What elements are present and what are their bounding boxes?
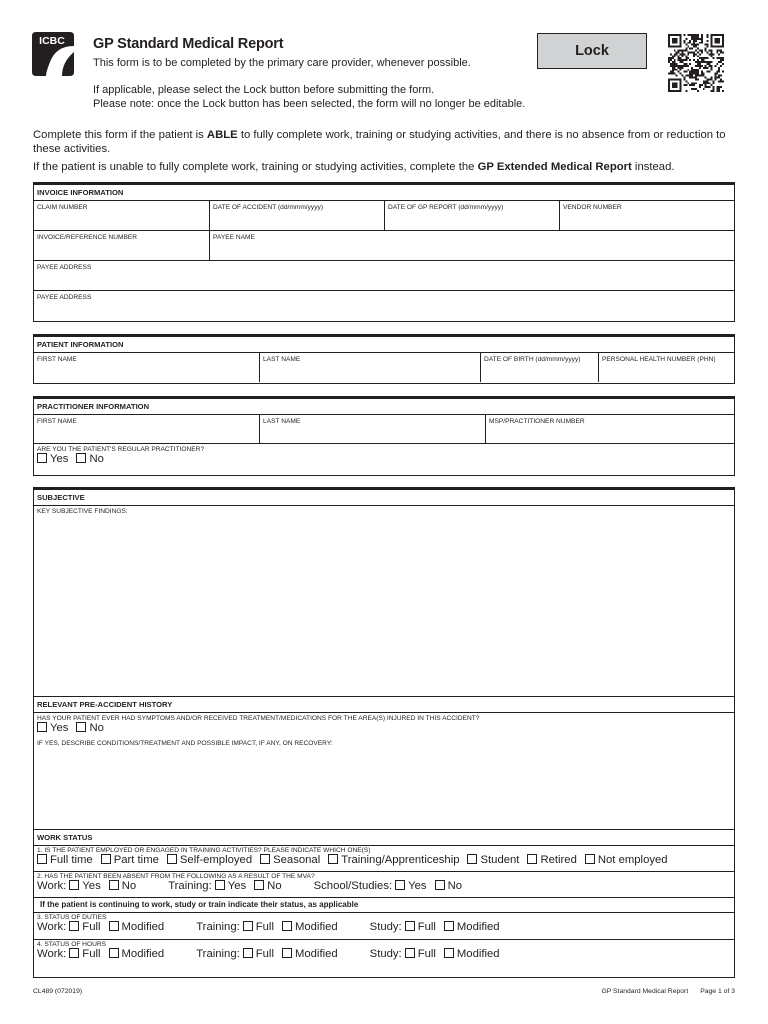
duties-training-full[interactable] [243, 921, 274, 933]
date-of-accident-field[interactable] [210, 201, 385, 230]
patient-last-name-field[interactable] [260, 353, 481, 382]
regular-practitioner-no[interactable] [76, 453, 103, 465]
checkbox[interactable] [69, 921, 79, 931]
option-label: Yes [82, 880, 101, 892]
intro-text: instead. [631, 161, 675, 173]
invoice-reference-field[interactable] [34, 231, 210, 260]
option-label: Seasonal [273, 854, 321, 866]
question-label: 2. HAS THE PATIENT BEEN ABSENT FROM THE FOLLOWING AS A RESULT OF THE MVA? [37, 873, 315, 880]
icbc-logo [32, 32, 74, 76]
option-label: No [121, 880, 137, 892]
duties-work-modified[interactable] [109, 921, 165, 933]
option-label: Full time [50, 854, 93, 866]
continuing-instruction: If the patient is continuing to work, study or train indicate their status, as applicable [34, 898, 734, 913]
checkbox[interactable] [243, 948, 253, 958]
intro-text: to fully complete work, training or studying activities, and there is no absence from or reduction to these activities. [33, 129, 726, 155]
field-label: VENDOR NUMBER [563, 204, 622, 211]
form-name: GP Standard Medical Report [601, 988, 689, 995]
payee-name-field[interactable] [210, 231, 734, 260]
training-label: Training: [196, 948, 240, 960]
phn-field[interactable] [599, 353, 734, 382]
employment-option-not-employed[interactable] [585, 854, 668, 866]
checkbox[interactable] [260, 854, 270, 864]
checkbox[interactable] [167, 854, 177, 864]
checkbox[interactable] [527, 854, 537, 864]
claim-number-field[interactable] [34, 201, 210, 230]
field-label: DATE OF ACCIDENT (dd/mmm/yyyy) [213, 204, 324, 211]
absent-training-yes[interactable] [215, 880, 246, 892]
patient-first-name-field[interactable] [34, 353, 260, 382]
option-label: Yes [227, 880, 247, 892]
field-label: PAYEE NAME [213, 234, 255, 241]
option-label: Yes [50, 722, 69, 734]
invoice-section [33, 182, 735, 322]
option-label: Yes [50, 453, 69, 465]
date-of-birth-field[interactable] [481, 353, 599, 382]
field-label: LAST NAME [263, 356, 301, 363]
patient-section [33, 334, 735, 384]
option-label: Full [82, 921, 101, 933]
option-label: Modified [121, 948, 165, 960]
employment-option-retired[interactable] [527, 854, 576, 866]
checkbox[interactable] [37, 854, 47, 864]
svg-text:ICBC: ICBC [39, 35, 65, 47]
clinical-section [33, 487, 735, 978]
checkbox[interactable] [69, 948, 79, 958]
checkbox[interactable] [467, 854, 477, 864]
lock-instruction: If applicable, please select the Lock button before submitting the form. [93, 84, 435, 96]
option-label: Modified [121, 921, 165, 933]
employment-option-seasonal[interactable] [260, 854, 320, 866]
checkbox[interactable] [101, 854, 111, 864]
checkbox[interactable] [282, 948, 292, 958]
hours-status-question [34, 940, 734, 967]
checkbox[interactable] [69, 880, 79, 890]
absent-school-no[interactable] [435, 880, 462, 892]
option-label: Full [255, 948, 274, 960]
footer-info [589, 988, 735, 995]
hours-work-full[interactable] [69, 948, 100, 960]
work-label: Work: [37, 880, 67, 892]
absent-training-no[interactable] [254, 880, 281, 892]
msp-number-field[interactable] [486, 415, 734, 443]
question-label: 4. STATUS OF HOURS [37, 941, 106, 948]
intro-paragraph [33, 129, 733, 156]
history-no[interactable] [76, 722, 103, 734]
checkbox[interactable] [328, 854, 338, 864]
duties-work-full[interactable] [69, 921, 100, 933]
option-label: Student [480, 854, 520, 866]
date-of-report-field[interactable] [385, 201, 560, 230]
page-title: GP Standard Medical Report [93, 36, 284, 52]
option-label: No [447, 880, 463, 892]
option-label: Modified [294, 921, 338, 933]
field-label: DATE OF BIRTH (dd/mmm/yyyy) [484, 356, 581, 363]
header-instruction: This form is to be completed by the primary care provider, whenever possible. [93, 57, 471, 69]
option-label: Full [255, 921, 274, 933]
checkbox[interactable] [37, 453, 47, 463]
payee-address-field-2[interactable] [34, 291, 734, 321]
option-label: No [89, 453, 104, 465]
checkbox[interactable] [215, 880, 225, 890]
hours-training-full[interactable] [243, 948, 274, 960]
field-label: PAYEE ADDRESS [37, 294, 92, 301]
option-label: Full [417, 921, 436, 933]
intro-text: If the patient is unable to fully complete work, training or studying activities, complete the [33, 161, 478, 173]
hours-training-modified[interactable] [282, 948, 338, 960]
field-label: CLAIM NUMBER [37, 204, 88, 211]
qr-code [668, 34, 724, 92]
field-label: LAST NAME [263, 418, 301, 425]
training-label: Training: [168, 880, 212, 892]
hours-study-modified[interactable] [444, 948, 500, 960]
field-label: MSP/PRACTITIONER NUMBER [489, 418, 585, 425]
option-label: Yes [408, 880, 427, 892]
field-label: PERSONAL HEALTH NUMBER (PHN) [602, 356, 716, 363]
page-number: Page 1 of 3 [700, 988, 735, 995]
checkbox[interactable] [435, 880, 445, 890]
practitioner-section [33, 396, 735, 476]
checkbox[interactable] [109, 921, 119, 931]
history-block [34, 713, 734, 830]
checkbox[interactable] [243, 921, 253, 931]
employment-option-part-time[interactable] [101, 854, 159, 866]
field-label: KEY SUBJECTIVE FINDINGS: [37, 508, 128, 515]
question-label: HAS YOUR PATIENT EVER HAD SYMPTOMS AND/OR RECEIVED TREATMENT/MEDICATIONS FOR THE AREA(S) INJURED IN THIS ACCIDENT? [37, 715, 480, 722]
checkbox[interactable] [109, 948, 119, 958]
option-label: Retired [540, 854, 577, 866]
lock-button[interactable]: Lock [537, 33, 647, 69]
intro-text: Complete this form if the patient is [33, 129, 207, 141]
absent-work-no[interactable] [109, 880, 136, 892]
option-label: Modified [456, 921, 500, 933]
absence-question [34, 872, 734, 898]
section-heading: RELEVANT PRE-ACCIDENT HISTORY [34, 697, 734, 713]
question-label: 3. STATUS OF DUTIES [37, 914, 107, 921]
hours-work-modified[interactable] [109, 948, 165, 960]
checkbox[interactable] [405, 921, 415, 931]
option-label: Part time [113, 854, 159, 866]
alternative-form-paragraph [33, 161, 733, 175]
section-heading: PRACTITIONER INFORMATION [34, 399, 734, 415]
question-label: ARE YOU THE PATIENT'S REGULAR PRACTITIONER? [37, 446, 205, 453]
duties-training-modified[interactable] [282, 921, 338, 933]
study-label: Study: [369, 921, 402, 933]
checkbox[interactable] [282, 921, 292, 931]
field-label: PAYEE ADDRESS [37, 264, 92, 271]
checkbox[interactable] [76, 453, 86, 463]
checkbox[interactable] [585, 854, 595, 864]
field-label: FIRST NAME [37, 418, 77, 425]
option-label: Modified [294, 948, 338, 960]
key-findings-field[interactable] [34, 506, 734, 697]
field-label: INVOICE/REFERENCE NUMBER [37, 234, 138, 241]
form-code: CL489 (072019) [33, 988, 83, 995]
absent-work-yes[interactable] [69, 880, 100, 892]
checkbox[interactable] [405, 948, 415, 958]
vendor-number-field[interactable] [560, 201, 734, 230]
section-heading: SUBJECTIVE [34, 490, 734, 506]
checkbox[interactable] [37, 722, 47, 732]
option-label: Training/Apprenticeship [341, 854, 460, 866]
intro-emphasis: ABLE [206, 129, 238, 141]
regular-practitioner-yes[interactable] [37, 453, 68, 465]
duties-study-full[interactable] [405, 921, 436, 933]
hours-study-full[interactable] [405, 948, 436, 960]
regular-practitioner-question [34, 444, 734, 475]
school-label: School/Studies: [313, 880, 393, 892]
option-label: Full [82, 948, 101, 960]
practitioner-first-name-field[interactable] [34, 415, 260, 443]
checkbox[interactable] [254, 880, 264, 890]
field-label: IF YES, DESCRIBE CONDITIONS/TREATMENT AND POSSIBLE IMPACT, IF ANY, ON RECOVERY: [37, 740, 333, 747]
employment-question [34, 846, 734, 872]
question-label: 1. IS THE PATIENT EMPLOYED OR ENGAGED IN TRAINING ACTIVITIES? PLEASE INDICATE WHICH ONE(S) [37, 847, 371, 854]
lock-note: Please note: once the Lock button has been selected, the form will no longer be editable. [93, 98, 526, 110]
history-describe-field[interactable] [34, 734, 734, 747]
option-label: Full [417, 948, 436, 960]
checkbox[interactable] [444, 921, 454, 931]
history-yes[interactable] [37, 722, 68, 734]
employment-option-training-apprenticeship[interactable] [328, 854, 459, 866]
option-label: Not employed [597, 854, 668, 866]
training-label: Training: [196, 921, 240, 933]
employment-option-self-employed[interactable] [167, 854, 252, 866]
practitioner-last-name-field[interactable] [260, 415, 486, 443]
checkbox[interactable] [395, 880, 405, 890]
work-label: Work: [37, 921, 67, 933]
employment-options [34, 854, 734, 866]
checkbox[interactable] [109, 880, 119, 890]
option-label: Self-employed [179, 854, 253, 866]
employment-option-student[interactable] [467, 854, 519, 866]
extended-report-name: GP Extended Medical Report [477, 161, 632, 173]
work-label: Work: [37, 948, 67, 960]
section-heading: WORK STATUS [34, 830, 734, 846]
field-label: DATE OF GP REPORT (dd/mmm/yyyy) [388, 204, 504, 211]
option-label: No [267, 880, 282, 892]
option-label: Modified [456, 948, 500, 960]
duties-status-question [34, 913, 734, 940]
section-heading: INVOICE INFORMATION [34, 185, 734, 201]
field-label: FIRST NAME [37, 356, 77, 363]
section-heading: PATIENT INFORMATION [34, 337, 734, 353]
absent-school-yes[interactable] [395, 880, 426, 892]
duties-study-modified[interactable] [444, 921, 500, 933]
employment-option-full-time[interactable] [37, 854, 93, 866]
study-label: Study: [369, 948, 402, 960]
checkbox[interactable] [444, 948, 454, 958]
option-label: No [89, 722, 104, 734]
payee-address-field-1[interactable] [34, 261, 734, 290]
checkbox[interactable] [76, 722, 86, 732]
